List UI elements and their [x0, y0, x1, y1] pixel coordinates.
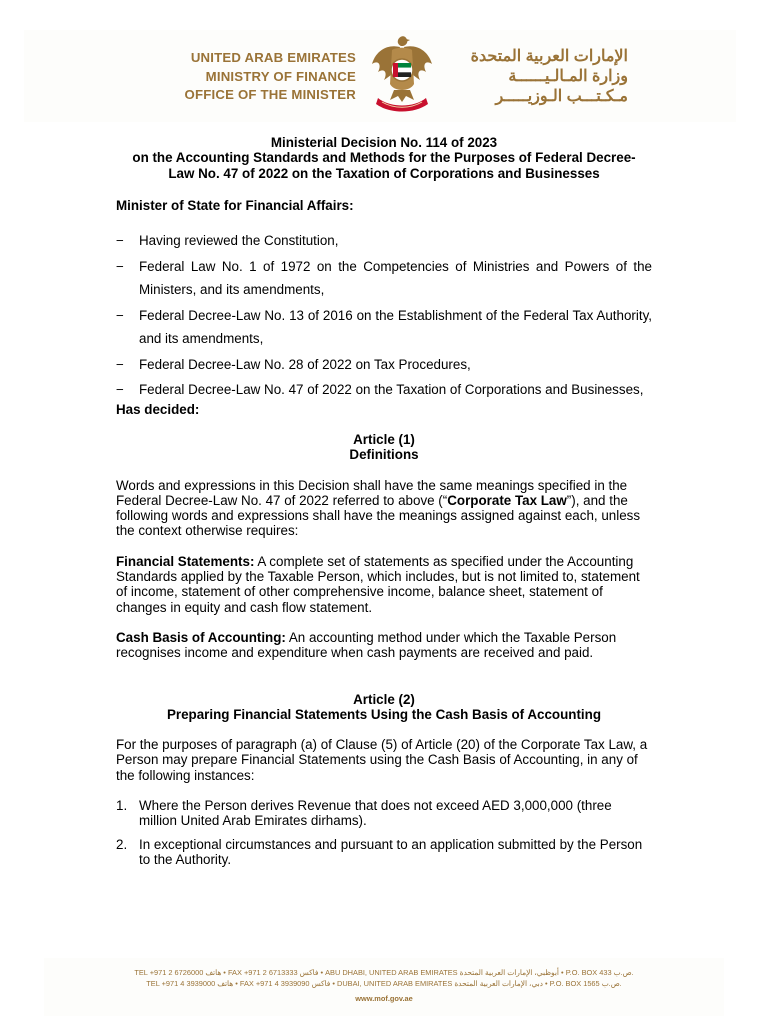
letterhead-arabic	[448, 47, 628, 107]
issuer-line: Minister of State for Financial Affairs:	[116, 197, 354, 213]
dash-marker: −	[116, 258, 124, 274]
article-2-list	[116, 798, 652, 867]
letterhead-country-ar: الإمارات العربية المتحدة	[470, 48, 628, 65]
uae-emblem-falcon-icon	[370, 34, 434, 114]
list-item: 1. Where the Person derives Revenue that does not exceed AED 3,000,000 (three million United Arab Emirates dirhams).	[116, 798, 612, 829]
letterhead-ministry: MINISTRY OF FINANCE	[205, 68, 356, 84]
dash-marker: −	[116, 307, 124, 323]
title-line-1: Ministerial Decision No. 114 of 2023	[270, 135, 498, 150]
article-1-number: Article (1)	[353, 431, 415, 447]
definition-term: Cash Basis of Accounting:	[116, 629, 286, 645]
dash-marker: −	[116, 233, 124, 249]
letterhead-office-ar: مـكـتـــب الـوزيـــــر	[495, 88, 628, 105]
footer-abudhabi-contact: TEL +971 2 6726000 هاتف • FAX +971 2 6713333 فاكس • ABU DHABI, UNITED ARAB EMIRATES أبوظبي، الإمارات العربية المتحدة • P.O. BOX 433 ص.ب.	[134, 968, 634, 977]
letterhead-english	[164, 49, 356, 105]
letterhead-office: OFFICE OF THE MINISTER	[184, 87, 356, 102]
article-1-heading	[116, 432, 652, 463]
definition-cash-basis: Cash Basis of Accounting: An accounting method under which the Taxable Person recognises income and expenditure when cash payments are received and paid.	[116, 629, 617, 661]
letterhead-footer	[44, 958, 724, 1016]
document-body	[116, 135, 652, 875]
article-1-title: Definitions	[349, 447, 419, 463]
dash-marker: −	[116, 382, 124, 398]
title-line-3: Law No. 47 of 2022 on the Taxation of Corporations and Businesses	[168, 165, 600, 181]
letterhead-country: UNITED ARAB EMIRATES	[190, 50, 356, 65]
definition-financial-statements: Financial Statements: A complete set of statements as specified under the Accounting Standards applied by the Taxable Person, which includes, but is not limited to, statement of income, statement of other comprehensive income, balance sheet, statement of changes in equity and cash flow statement.	[116, 553, 640, 615]
article-1-paragraph: Words and expressions in this Decision shall have the same meanings specified in the Federal Decree-Law No. 47 of 2022 referred to above (“Corporate Tax Law”), and the following words and expressions shall have the meanings assigned against each, unless the context otherwise requires:	[116, 477, 641, 539]
defined-term: Corporate Tax Law	[447, 492, 567, 508]
item-number: 1.	[116, 798, 128, 814]
preamble-item: − Federal Decree-Law No. 13 of 2016 on the Establishment of the Federal Tax Authority, and its amendments,	[116, 304, 652, 351]
preamble-item: − Federal Decree-Law No. 28 of 2022 on Tax Procedures,	[116, 353, 652, 377]
preamble-list	[116, 229, 652, 402]
article-2-title: Preparing Financial Statements Using the Cash Basis of Accounting	[166, 706, 602, 722]
list-item: 2. In exceptional circumstances and pursuant to an application submitted by the Person to the Authority.	[116, 836, 643, 867]
title-line-2: on the Accounting Standards and Methods for the Purposes of Federal Decree-	[132, 150, 636, 166]
letterhead-ministry-ar: وزارة المـالـيــــــة	[508, 68, 628, 85]
footer-dubai-contact: TEL +971 4 3939000 هاتف • FAX +971 4 3939090 فاكس • DUBAI, UNITED ARAB EMIRATES دبي، الإمارات العربية المتحدة • P.O. BOX 1565 ص.ب.	[146, 978, 622, 988]
preamble-item: − Having reviewed the Constitution,	[116, 229, 652, 253]
item-number: 2.	[116, 836, 128, 852]
letterhead	[24, 30, 736, 122]
dash-marker: −	[116, 356, 124, 372]
definition-term: Financial Statements:	[116, 553, 255, 569]
article-2-heading	[116, 692, 652, 723]
footer-website: www.mof.gov.ae	[355, 994, 413, 1003]
preamble-item: − Federal Decree-Law No. 47 of 2022 on the Taxation of Corporations and Businesses,	[116, 378, 652, 402]
preamble-item: − Federal Law No. 1 of 1972 on the Competencies of Ministries and Powers of the Ministers, and its amendments,	[116, 255, 652, 302]
decision-title	[116, 135, 652, 181]
article-2-number: Article (2)	[353, 691, 415, 707]
has-decided-line: Has decided:	[116, 401, 200, 417]
article-2-paragraph: For the purposes of paragraph (a) of Clause (5) of Article (20) of the Corporate Tax Law, a Person may prepare Financial Statements using the Cash Basis of Accounting, in any of the following instances:	[116, 737, 648, 783]
